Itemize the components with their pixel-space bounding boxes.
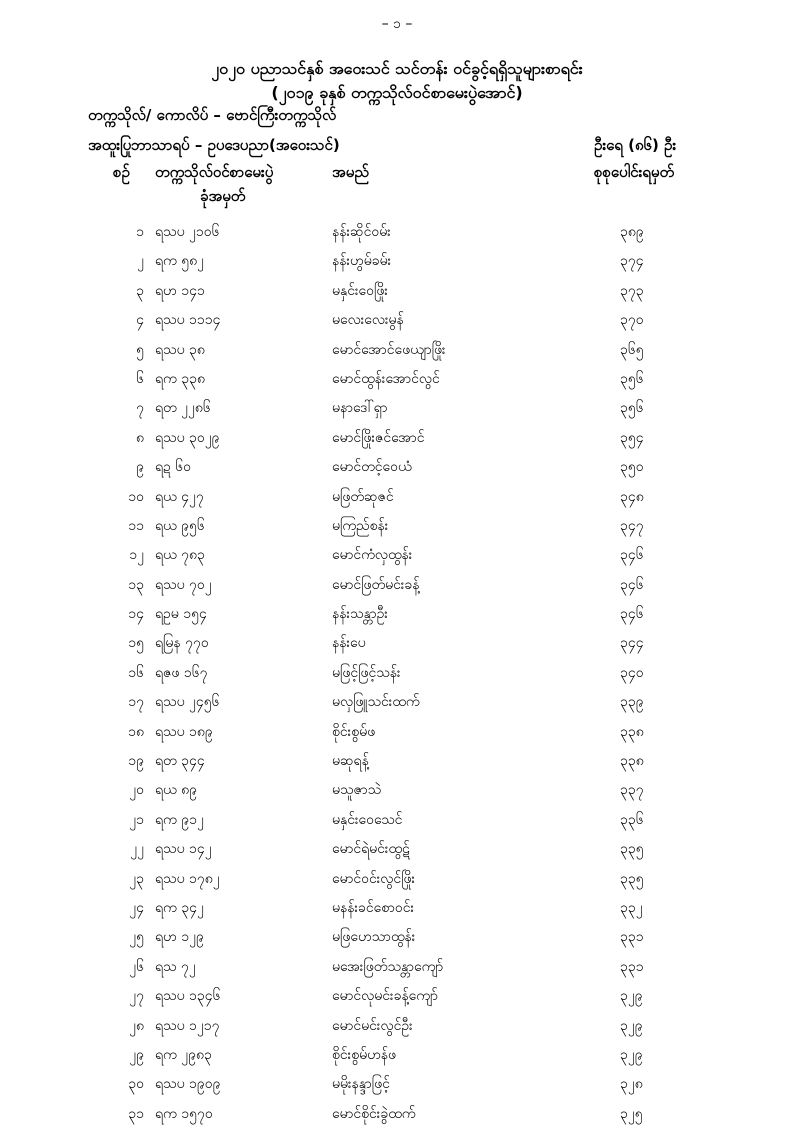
row-number: ၂၇ [129, 988, 144, 1005]
table-row [0, 898, 794, 927]
row-number: ၁၀ [128, 488, 144, 505]
table-row [0, 839, 794, 868]
student-name: မနှင်းဝေသေင် [332, 811, 403, 828]
roll-number: ရဍ ၆၀ [155, 459, 192, 476]
total-marks: ၃၄၆ [620, 576, 644, 593]
table-row [0, 751, 794, 780]
total-marks: ၃၂၈ [620, 1076, 643, 1093]
university-line: တက္ကသိုလ်/ ကောလိပ် – ဗောင်ကြီးတက္ကသိုလ် [88, 106, 337, 124]
row-number: ၂၁ [129, 811, 144, 828]
table-row [0, 457, 794, 486]
student-name: မောင်စိုင်းခွဲထက် [332, 1105, 416, 1122]
total-marks: ၃၂၉ [620, 1046, 643, 1063]
row-number: ၁၂ [129, 547, 144, 564]
roll-number: ရယ ၈၉ [155, 782, 197, 799]
total-marks: ၃၄၈ [620, 488, 644, 505]
roll-number: ရဟ ၁၄၁ [155, 282, 205, 299]
roll-number: ရဇဖ ၁၆၇ [155, 664, 208, 681]
table-row [0, 516, 794, 545]
student-name: မလှဖြူသင်းထက် [332, 694, 420, 711]
table-row [0, 222, 794, 251]
table-row [0, 1045, 794, 1074]
row-number: ၂၂ [130, 841, 144, 858]
student-name: မောင်ဝင်းလွင်ဖြိုး [332, 870, 416, 887]
row-number: ၂၃ [129, 870, 144, 887]
student-name: မဖြတ်ဆုဇင် [332, 488, 394, 505]
roll-number: ရသပ ၁၈၉ [155, 723, 213, 740]
roll-number: ရက ၅၈၂ [155, 253, 204, 270]
roll-number: ရသပ ၁၉၀၉ [155, 1076, 221, 1093]
row-number: ၂၄ [129, 899, 144, 916]
total-marks: ၃၅၄ [620, 429, 644, 446]
results-table [0, 222, 794, 1133]
table-row [0, 1074, 794, 1103]
roll-number: ရက ၉၁၂ [155, 811, 204, 828]
student-name: မဖြဟေသာထွန်း [332, 929, 416, 946]
table-row [0, 986, 794, 1015]
student-name: နန်းဟွမ်ခမ်း [332, 253, 392, 270]
total-marks: ၃၆၅ [620, 341, 644, 358]
roll-number: ရက ၃၃၈ [155, 370, 205, 387]
row-number: ၁၉ [128, 753, 144, 770]
roll-number: ရတ ၃၄၄ [155, 753, 205, 770]
table-row [0, 398, 794, 427]
roll-number: ရမြန ၇၇၀ [155, 635, 209, 652]
table-row [0, 1104, 794, 1133]
student-name: စိုင်းစွမ်ဖ [332, 723, 376, 740]
total-marks: ၃၃၁ [620, 929, 644, 946]
table-row [0, 604, 794, 633]
total-marks: ၃၄၆ [620, 606, 644, 623]
row-number: ၃၀ [128, 1076, 144, 1093]
row-number: ၇ [136, 400, 144, 417]
roll-number: ရတ ၂၂၈၆ [155, 400, 211, 417]
total-marks: ၃၂၉ [620, 988, 643, 1005]
roll-number: ရသပ ၇၀၂ [155, 576, 212, 593]
table-row [0, 310, 794, 339]
total-marks: ၃၃၇ [620, 782, 644, 799]
student-name: နန်းဆိုင်ဝမ်း [332, 224, 391, 240]
roll-number: ရက ၃၄၂ [155, 899, 204, 916]
total-marks: ၃၂၉ [620, 1017, 643, 1034]
roll-number: ရသပ ၁၃၄၆ [155, 988, 221, 1005]
table-row [0, 340, 794, 369]
total-marks: ၃၇၃ [620, 282, 644, 299]
total-marks: ၃၇၄ [620, 253, 644, 270]
student-name: မောင်အောင်ဖေယျာဖြိုး [332, 341, 446, 358]
row-number: ၄ [136, 312, 144, 329]
row-number: ၉ [136, 459, 144, 476]
row-number: ၂၅ [129, 929, 144, 946]
table-row [0, 1016, 794, 1045]
table-row [0, 545, 794, 574]
total-marks: ၃၈၉ [620, 224, 644, 240]
total-count: ဦးရေ (၈၆) ဦး [594, 136, 677, 154]
student-name: စိုင်းစွမ်ဟန်ဖ [332, 1046, 397, 1063]
row-number: ၁၈ [128, 723, 144, 740]
major-line: အထူးပြုဘာသာရပ် – ဥပဒေပညာ(အဝေးသင်) [88, 136, 340, 154]
roll-number: ရက ၂၉၈၃ [155, 1046, 212, 1063]
total-marks: ၃၃၁ [620, 958, 644, 975]
row-number: ၁၃ [128, 576, 144, 593]
roll-number: ရယ ၇၈၃ [155, 547, 205, 564]
roll-number: ရသပ ၃၈ [155, 341, 205, 358]
roll-number: ရသပ ၂၄၅၆ [155, 694, 220, 711]
table-row [0, 957, 794, 986]
table-row [0, 575, 794, 604]
table-row [0, 692, 794, 721]
row-number: ၂၉ [129, 1046, 144, 1063]
document-subtitle: (၂၀၁၉ ခုနှစ် တက္ကသိုလ်ဝင်စာမေးပွဲအောင်) [271, 83, 523, 102]
row-number: ၂၆ [129, 958, 144, 975]
table-row [0, 487, 794, 516]
table-row [0, 927, 794, 956]
row-number: ၁၆ [128, 664, 144, 681]
row-number: ၆ [136, 370, 144, 387]
total-marks: ၃၄၄ [620, 635, 644, 652]
table-row [0, 663, 794, 692]
student-name: မောင်ဖြတ်မင်းခန့် [332, 576, 420, 593]
roll-number: ရယ ၄၂၇ [155, 488, 204, 505]
total-marks: ၃၃၂ [620, 899, 643, 916]
header-roll-number: တက္ကသိုလ်ဝင်စာမေးပွဲ [155, 163, 274, 181]
page-number: – ၁ – [381, 16, 413, 32]
student-name: နန်းသန္တာဦး [332, 606, 388, 623]
student-name: မသူဇာသဲ [332, 782, 382, 799]
student-name: မနာဒေါ်ရှာ [332, 400, 388, 417]
student-name: မောင်ထွန်းအောင်လွင် [332, 370, 440, 387]
roll-number: ရသ ၇၂ [155, 958, 196, 975]
total-marks: ၃၂၅ [620, 1105, 643, 1122]
row-number: ၁၅ [128, 635, 144, 652]
table-row [0, 633, 794, 662]
student-name: မောင်ကံလှထွန်း [332, 547, 413, 564]
header-name: အမည် [332, 163, 369, 181]
total-marks: ၃၃၉ [620, 694, 644, 711]
roll-number: ရသပ ၁၂၁၇ [155, 1017, 220, 1034]
roll-number: ရသပ ၁၄၂ [155, 841, 212, 858]
row-number: ၁၇ [128, 694, 144, 711]
student-name: မဖြင့်ဖြင့်သန်း [332, 664, 401, 681]
table-row [0, 251, 794, 280]
total-marks: ၃၅၆ [620, 400, 644, 417]
table-row [0, 869, 794, 898]
roll-number: ရယ ၉၅၆ [155, 517, 205, 534]
total-marks: ၃၄၆ [620, 547, 644, 564]
row-number: ၅ [136, 341, 144, 358]
roll-number: ရဥမ ၁၅၄ [155, 606, 207, 623]
student-name: မမိုးနန္ဒာဖြင့် [332, 1076, 390, 1093]
total-marks: ၃၄၇ [620, 517, 644, 534]
row-number: ၁ [136, 224, 144, 240]
table-row [0, 281, 794, 310]
total-marks: ၃၅၀ [620, 459, 644, 476]
roll-number: ရသပ ၃၀၂၉ [155, 429, 220, 446]
row-number: ၃၁ [128, 1105, 144, 1122]
total-marks: ၃၃၆ [620, 811, 644, 828]
student-name: မောင်မင်းလွင်ဦး [332, 1017, 413, 1034]
roll-number: ရသပ ၂၁၀၆ [155, 224, 220, 240]
student-name: မအေးဖြတ်သန္တာကျော် [332, 958, 444, 975]
row-number: ၃ [136, 282, 144, 299]
roll-number: ရဟ ၁၂၉ [155, 929, 204, 946]
total-marks: ၃၃၅ [620, 841, 644, 858]
total-marks: ၃၃၈ [620, 723, 644, 740]
table-row [0, 428, 794, 457]
roll-number: ရက ၁၅၇၀ [155, 1105, 213, 1122]
student-name: မောင်လုမင်းခန့်ကျော် [332, 988, 438, 1005]
row-number: ၁၄ [128, 606, 144, 623]
total-marks: ၃၅၆ [620, 370, 644, 387]
header-total-marks: စုစုပေါင်းရမှတ် [594, 163, 675, 181]
header-roll-number-line2: ခုံအမှတ် [200, 187, 246, 205]
student-name: မနန်းခင်စောဝင်း [332, 899, 415, 916]
total-marks: ၃၃၈ [620, 753, 644, 770]
roll-number: ရသပ ၁၇၈၂ [155, 870, 220, 887]
student-name: နန်းပေ [332, 635, 366, 652]
student-name: မဆုရန့် [332, 753, 369, 770]
student-name: မနှင်းဝေဖြိုး [332, 282, 388, 299]
student-name: မောင်ဖြိုးဇင်အောင် [332, 429, 425, 446]
total-marks: ၃၄၀ [620, 664, 644, 681]
table-row [0, 722, 794, 751]
table-row [0, 369, 794, 398]
row-number: ၂၈ [129, 1017, 144, 1034]
student-name: မောင်ရဲမင်းထွဋ် [332, 841, 410, 858]
document-title: ၂၀၂၀ ပညာသင်နှစ် အဝေးသင် သင်တန်း ဝင်ခွင့်ရရှိသူများစာရင်း [211, 59, 583, 78]
student-name: မောင်တင့်ဝေယံ [332, 459, 412, 476]
row-number: ၁၁ [128, 517, 144, 534]
table-row [0, 810, 794, 839]
table-row [0, 780, 794, 809]
student-name: မလေးလေးမွန် [332, 312, 404, 329]
total-marks: ၃၃၅ [620, 870, 644, 887]
header-no: စဉ် [113, 163, 130, 181]
total-marks: ၃၇၀ [620, 312, 644, 329]
row-number: ၂၀ [129, 782, 144, 799]
student-name: မကြည်စန်း [332, 517, 389, 534]
row-number: ၈ [136, 429, 144, 446]
roll-number: ရသပ ၁၁၁၄ [155, 312, 221, 329]
row-number: ၂ [137, 253, 144, 270]
